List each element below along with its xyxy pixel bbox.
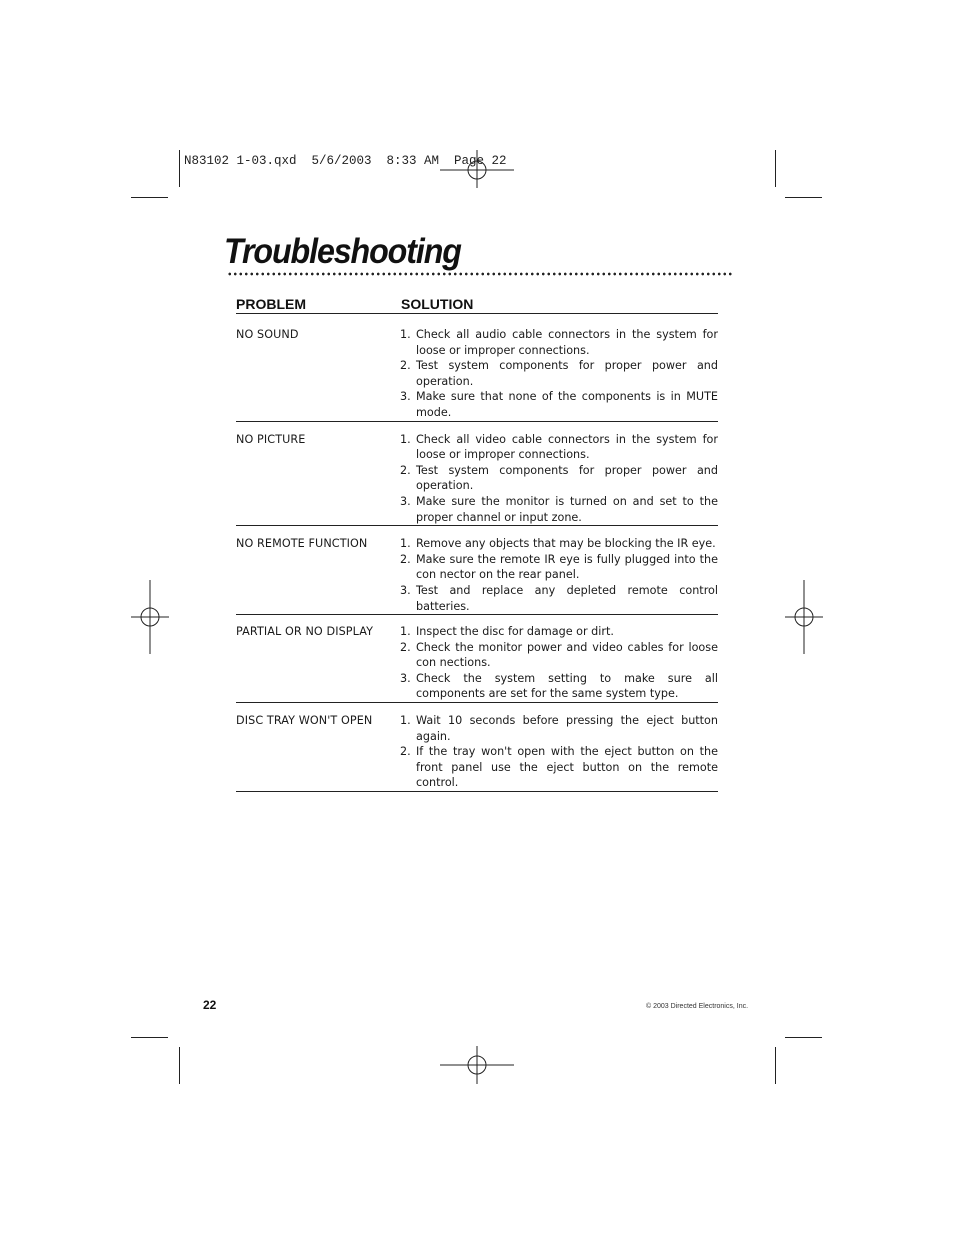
header-problem: PROBLEM [236, 296, 306, 312]
problem-label: PARTIAL OR NO DISPLAY [236, 625, 374, 639]
solution-item: 3. Check the system setting to make sure all components are set for the same system type. [400, 671, 718, 701]
solution-item: 1. Check all audio cable connectors in the system for loose or improper connections. [400, 328, 718, 357]
problem-label: NO PICTURE [236, 432, 306, 446]
solution-item: 3. Make sure that none of the components is in MUTE mode. [400, 390, 718, 419]
page-number: 22 [203, 998, 217, 1012]
table-row [236, 422, 718, 527]
solution-item: 1. Check all video cable connectors in the system for loose or improper connections. [400, 432, 718, 462]
solution-list [400, 624, 718, 702]
table-row [236, 314, 718, 422]
table-row [236, 703, 718, 792]
problem-label: NO SOUND [236, 328, 299, 341]
solution-item: 1. Remove any objects that may be blocking the IR eye. [400, 537, 716, 551]
table-header [236, 296, 718, 314]
problem-label: NO REMOTE FUNCTION [236, 537, 368, 551]
solution-list [400, 536, 718, 614]
troubleshooting-table [236, 296, 718, 792]
solution-item: 3. Test and replace any depleted remote control batteries. [400, 583, 718, 613]
solution-item: 2. Make sure the remote IR eye is fully plugged into the con nector on the rear panel. [400, 552, 718, 582]
problem-label: DISC TRAY WON'T OPEN [236, 714, 373, 728]
table-row [236, 615, 718, 703]
copyright-notice: © 2003 Directed Electronics, Inc. [646, 1003, 749, 1010]
solution-item: 2. Test system components for proper power and operation. [400, 359, 718, 388]
solution-item: 3. Make sure the monitor is turned on and set to the proper channel or input zone. [400, 494, 718, 524]
solution-list [400, 327, 718, 421]
solution-list [400, 432, 718, 526]
table-row [236, 526, 718, 615]
solution-item: 2. If the tray won't open with the eject button on the front panel use the eject button on the remote control. [400, 745, 718, 790]
header-solution: SOLUTION [401, 296, 474, 312]
solution-item: 2. Check the monitor power and video cables for loose con nections. [400, 640, 718, 670]
solution-item: 1. Wait 10 seconds before pressing the eject button again. [400, 714, 718, 743]
solution-list [400, 713, 718, 791]
solution-item: 1. Inspect the disc for damage or dirt. [400, 625, 614, 639]
dotted-rule [227, 271, 732, 277]
solution-item: 2. Test system components for proper power and operation. [400, 463, 718, 493]
page-title: Troubleshooting [224, 232, 461, 271]
print-slug: N83102 1-03.qxd 5/6/2003 8:33 AM Page 22 [184, 154, 507, 168]
